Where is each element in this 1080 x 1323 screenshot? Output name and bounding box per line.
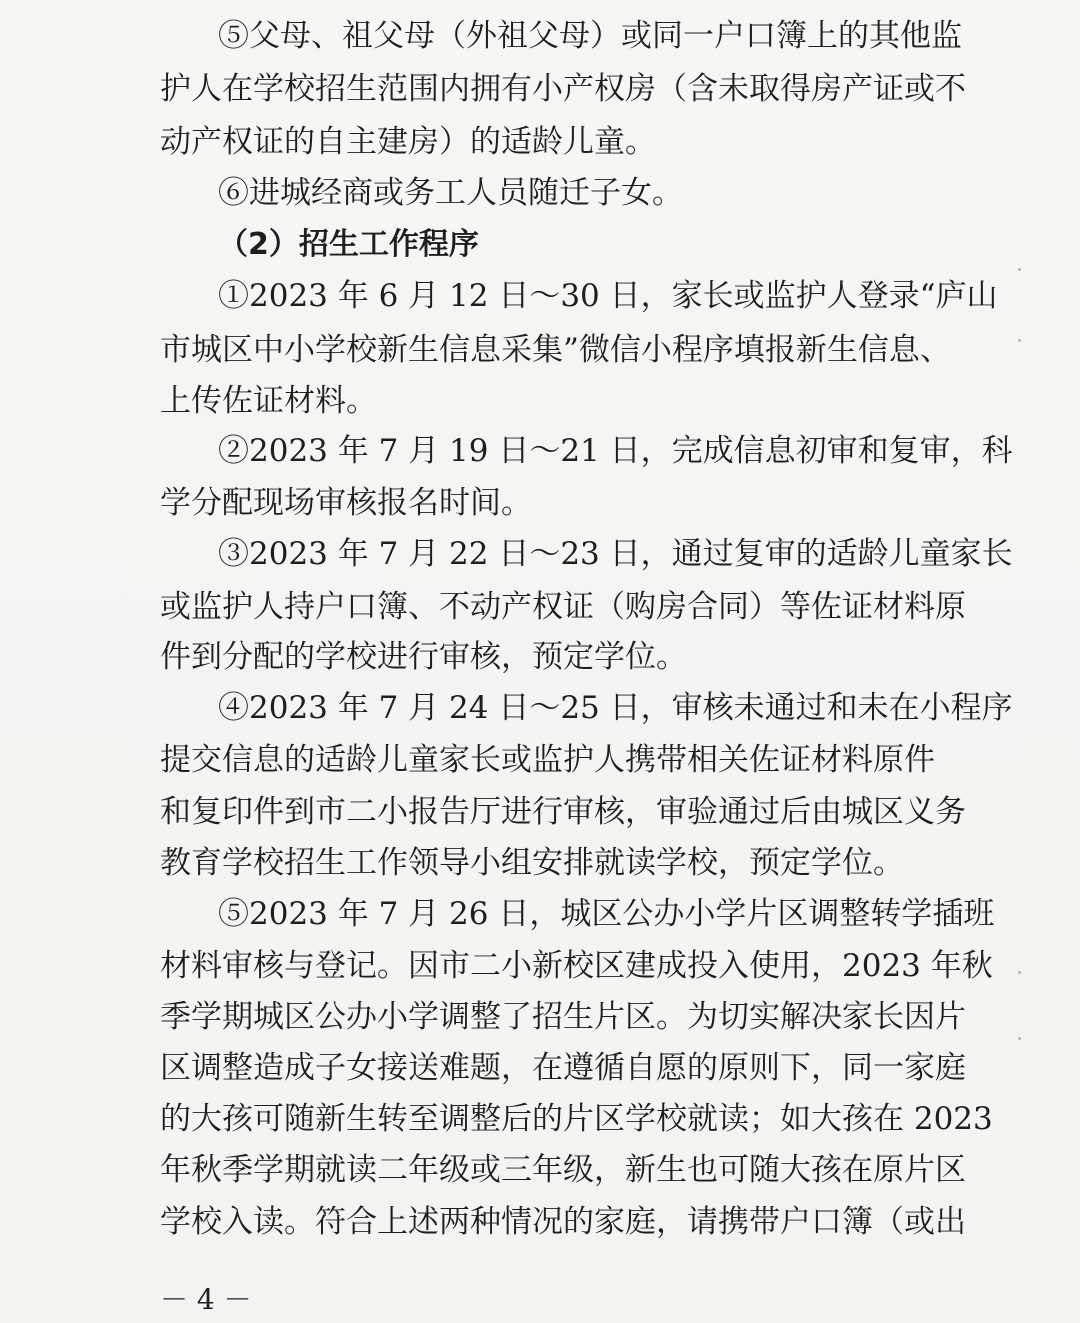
text-line: 护人在学校招生范围内拥有小产权房（含未取得房产证或不 xyxy=(160,71,966,107)
text-line: ⑤2023 年 7 月 26 日，城区公办小学片区调整转学插班 xyxy=(218,896,995,932)
text-line: ④2023 年 7 月 24 日～25 日，审核未通过和未在小程序 xyxy=(218,690,1013,726)
text-line: 学分配现场审核报名时间。 xyxy=(160,485,532,521)
text-line: 件到分配的学校进行审核，预定学位。 xyxy=(160,639,687,675)
text-line: 动产权证的自主建房）的适龄儿童。 xyxy=(160,124,656,160)
text-line: 的大孩可随新生转至调整后的片区学校就读；如大孩在 2023 xyxy=(160,1101,993,1137)
scan-speck xyxy=(1018,339,1021,342)
text-line: 学校入读。符合上述两种情况的家庭，请携带户口簿（或出 xyxy=(160,1204,966,1240)
text-line: 提交信息的适龄儿童家长或监护人携带相关佐证材料原件 xyxy=(160,742,935,778)
text-line: 上传佐证材料。 xyxy=(160,383,377,419)
scan-speck xyxy=(1018,268,1021,271)
text-line: ①2023 年 6 月 12 日～30 日，家长或监护人登录“庐山 xyxy=(218,278,998,314)
text-line: 教育学校招生工作领导小组安排就读学校，预定学位。 xyxy=(160,845,904,881)
text-line: 市城区中小学校新生信息采集”微信小程序填报新生信息、 xyxy=(160,332,951,368)
text-line: ⑥进城经商或务工人员随迁子女。 xyxy=(218,175,683,211)
text-line: 年秋季学期就读二年级或三年级，新生也可随大孩在原片区 xyxy=(160,1152,966,1188)
scan-speck xyxy=(1018,1037,1021,1040)
section-heading: （2）招生工作程序 xyxy=(218,227,479,262)
text-line: 材料审核与登记。因市二小新校区建成投入使用，2023 年秋 xyxy=(160,948,993,984)
text-line: 季学期城区公办小学调整了招生片区。为切实解决家长因片 xyxy=(160,999,966,1035)
text-line: ②2023 年 7 月 19 日～21 日，完成信息初审和复审，科 xyxy=(218,433,1013,469)
text-line: 和复印件到市二小报告厅进行审核，审验通过后由城区义务 xyxy=(160,794,966,830)
text-line: ③2023 年 7 月 22 日～23 日，通过复审的适龄儿童家长 xyxy=(218,536,1013,572)
page-number: － 4 － xyxy=(160,1283,252,1316)
text-line: ⑤父母、祖父母（外祖父母）或同一户口簿上的其他监 xyxy=(218,18,962,54)
text-line: 区调整造成子女接送难题，在遵循自愿的原则下，同一家庭 xyxy=(160,1050,966,1086)
text-line: 或监护人持户口簿、不动产权证（购房合同）等佐证材料原 xyxy=(160,589,966,625)
scan-speck xyxy=(1018,971,1021,974)
